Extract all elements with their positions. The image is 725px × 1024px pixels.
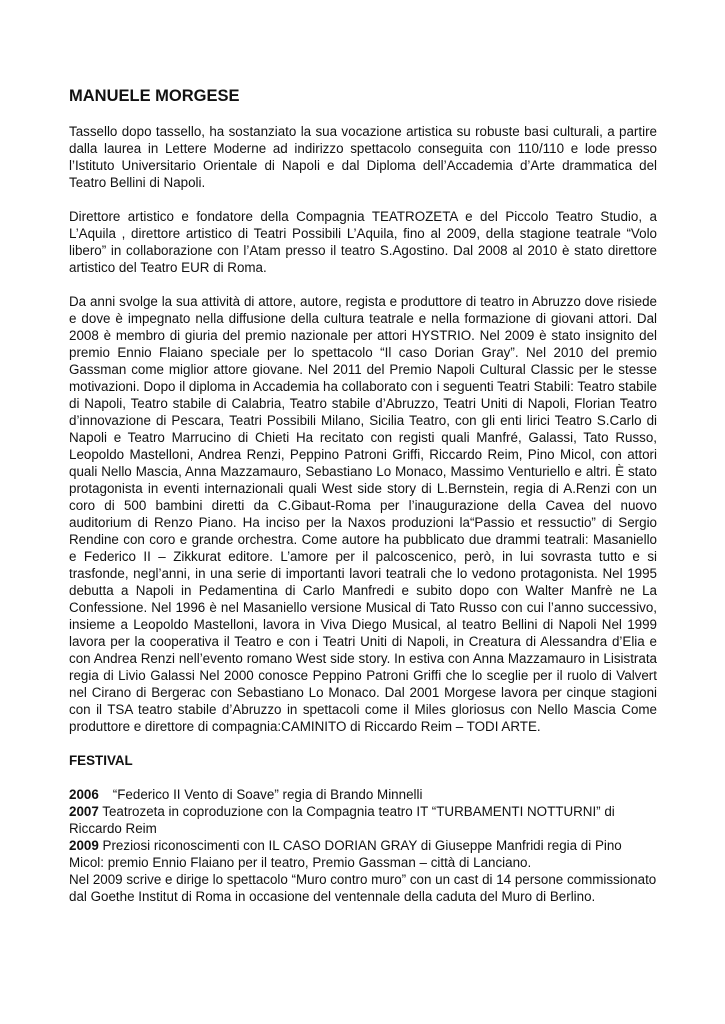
festival-entry-text: Teatrozeta in coproduzione con la Compagnia teatro IT “TURBAMENTI NOTTURNI” di Riccardo Reim (69, 804, 615, 836)
festival-entry-text: Preziosi riconoscimenti con IL CASO DORIAN GRAY di Giuseppe Manfridi regia di Pino Micol: premio Ennio Flaiano per il teatro, Premio Gassman – città di Lanciano. (69, 838, 622, 870)
festival-closing-note: Nel 2009 scrive e dirige lo spettacolo “Muro contro muro” con un cast di 14 persone commissionato dal Goethe Institut di Roma in occasione del ventennale della caduta del Muro di Berlino. (69, 872, 657, 904)
festival-year: 2009 (69, 838, 99, 853)
festival-entry-2006 (69, 786, 657, 803)
festival-entry-2007 (69, 803, 657, 837)
page-title: MANUELE MORGESE (69, 87, 240, 105)
festival-year: 2007 (69, 804, 99, 819)
festival-entry-text: “Federico II Vento di Soave” regia di Brando Minnelli (112, 787, 423, 802)
bio-paragraph-education: Tassello dopo tassello, ha sostanziato la sua vocazione artistica su robuste basi culturali, a partire dalla laurea in Lettere Moderne ad indirizzo spettacolo conseguita con 110/110 e lode presso l’Istituto Universitario Orientale di Napoli e dal Diploma dell’Accademia d’Arte drammatica del Teatro Bellini di Napoli. (69, 124, 657, 190)
festival-year: 2006 (69, 787, 99, 802)
bio-paragraph-career: Da anni svolge la sua attività di attore, autore, regista e produttore di teatro in Abruzzo dove risiede e dove è impegnato nella diffusione della cultura teatrale e nella formazione di giovani attori. Dal 2008 è membro di giuria del premio nazionale per attori HYSTRIO. Nel 2009 è stato insignito del premio Ennio Flaiano speciale per lo spettacolo “Il caso Dorian Gray”. Nel 2010 del premio Gassman come miglior attore giovane. Nel 2011 del Premio Napoli Cultural Classic per le stesse motivazioni. Dopo il diploma in Accademia ha collaborato con i seguenti Teatri Stabili: Teatro stabile di Napoli, Teatro stabile di Calabria, Teatro stabile d’Abruzzo, Teatri Uniti di Napoli, Florian Teatro d’innovazione di Pescara, Teatri Possibili Milano, Sicilia Teatro, con gli enti lirici Teatro S.Carlo di Napoli e Teatro Marrucino di Chieti Ha recitato con registi quali Manfré, Galassi, Tato Russo, Leopoldo Mastelloni, Andrea Renzi, Peppino Patroni Griffi, Riccardo Reim, Pino Micol, con attori quali Nello Mascia, Anna Mazzamauro, Sebastiano Lo Monaco, Massimo Venturiello e altri. È stato protagonista in eventi internazionali quali West side story di L.Bernstein, regia di A.Renzi con un coro di 500 bambini diretti da C.Gibaut-Roma per l’inaugurazione della Cavea del nuovo auditorium di Renzo Piano. Ha inciso per la Naxos produzioni la“Passio et ressuctio” di Sergio Rendine con coro e grande orchestra. Come autore ha pubblicato due drammi teatrali: Masaniello e Federico II – Zikkurat editore. L’amore per il palcoscenico, però, in lui sovrasta tutto e si trasfonde, negl’anni, in una serie di importanti lavori teatrali che lo vedono protagonista. Nel 1995 debutta a Napoli in Pedamentina di Carlo Manfredi e subito dopo con Walter Manfrè ne La Confessione. Nel 1996 è nel Masaniello versione Musical di Tato Russo con cui l’anno successivo, insieme a Leopoldo Mastelloni, lavora in Viva Diego Musical, al teatro Bellini di Napoli Nel 1999 lavora per la cooperativa il Teatro e con i Teatri Uniti di Napoli, in Creatura di Alessandra d’Elia e con Andrea Renzi nell’evento romano West side story. In estiva con Anna Mazzamauro in Lisistrata regia di Livio Galassi Nel 2000 conosce Peppino Patroni Griffi che lo sceglie per il ruolo di Valvert nel Cirano di Bergerac con Sebastiano Lo Monaco. Dal 2001 Morgese lavora per cinque stagioni con il TSA teatro stabile d’Abruzzo in spettacoli come il Miles gloriosus con Nello Mascia Come produttore e direttore di compagnia:CAMINITO di Riccardo Reim – TODI ARTE. (69, 294, 657, 734)
festival-heading: FESTIVAL (69, 753, 133, 768)
document-page (69, 86, 657, 905)
festival-entry-2009 (69, 837, 657, 871)
bio-paragraph-direction: Direttore artistico e fondatore della Compagnia TEATROZETA e del Piccolo Teatro Studio, a L’Aquila , direttore artistico di Teatri Possibili L’Aquila, fino al 2009, della stagione teatrale “Volo libero” in collaborazione con l’Atam presso il teatro S.Agostino. Dal 2008 al 2010 è stato direttore artistico del Teatro EUR di Roma. (69, 209, 657, 275)
festival-list (69, 786, 657, 905)
